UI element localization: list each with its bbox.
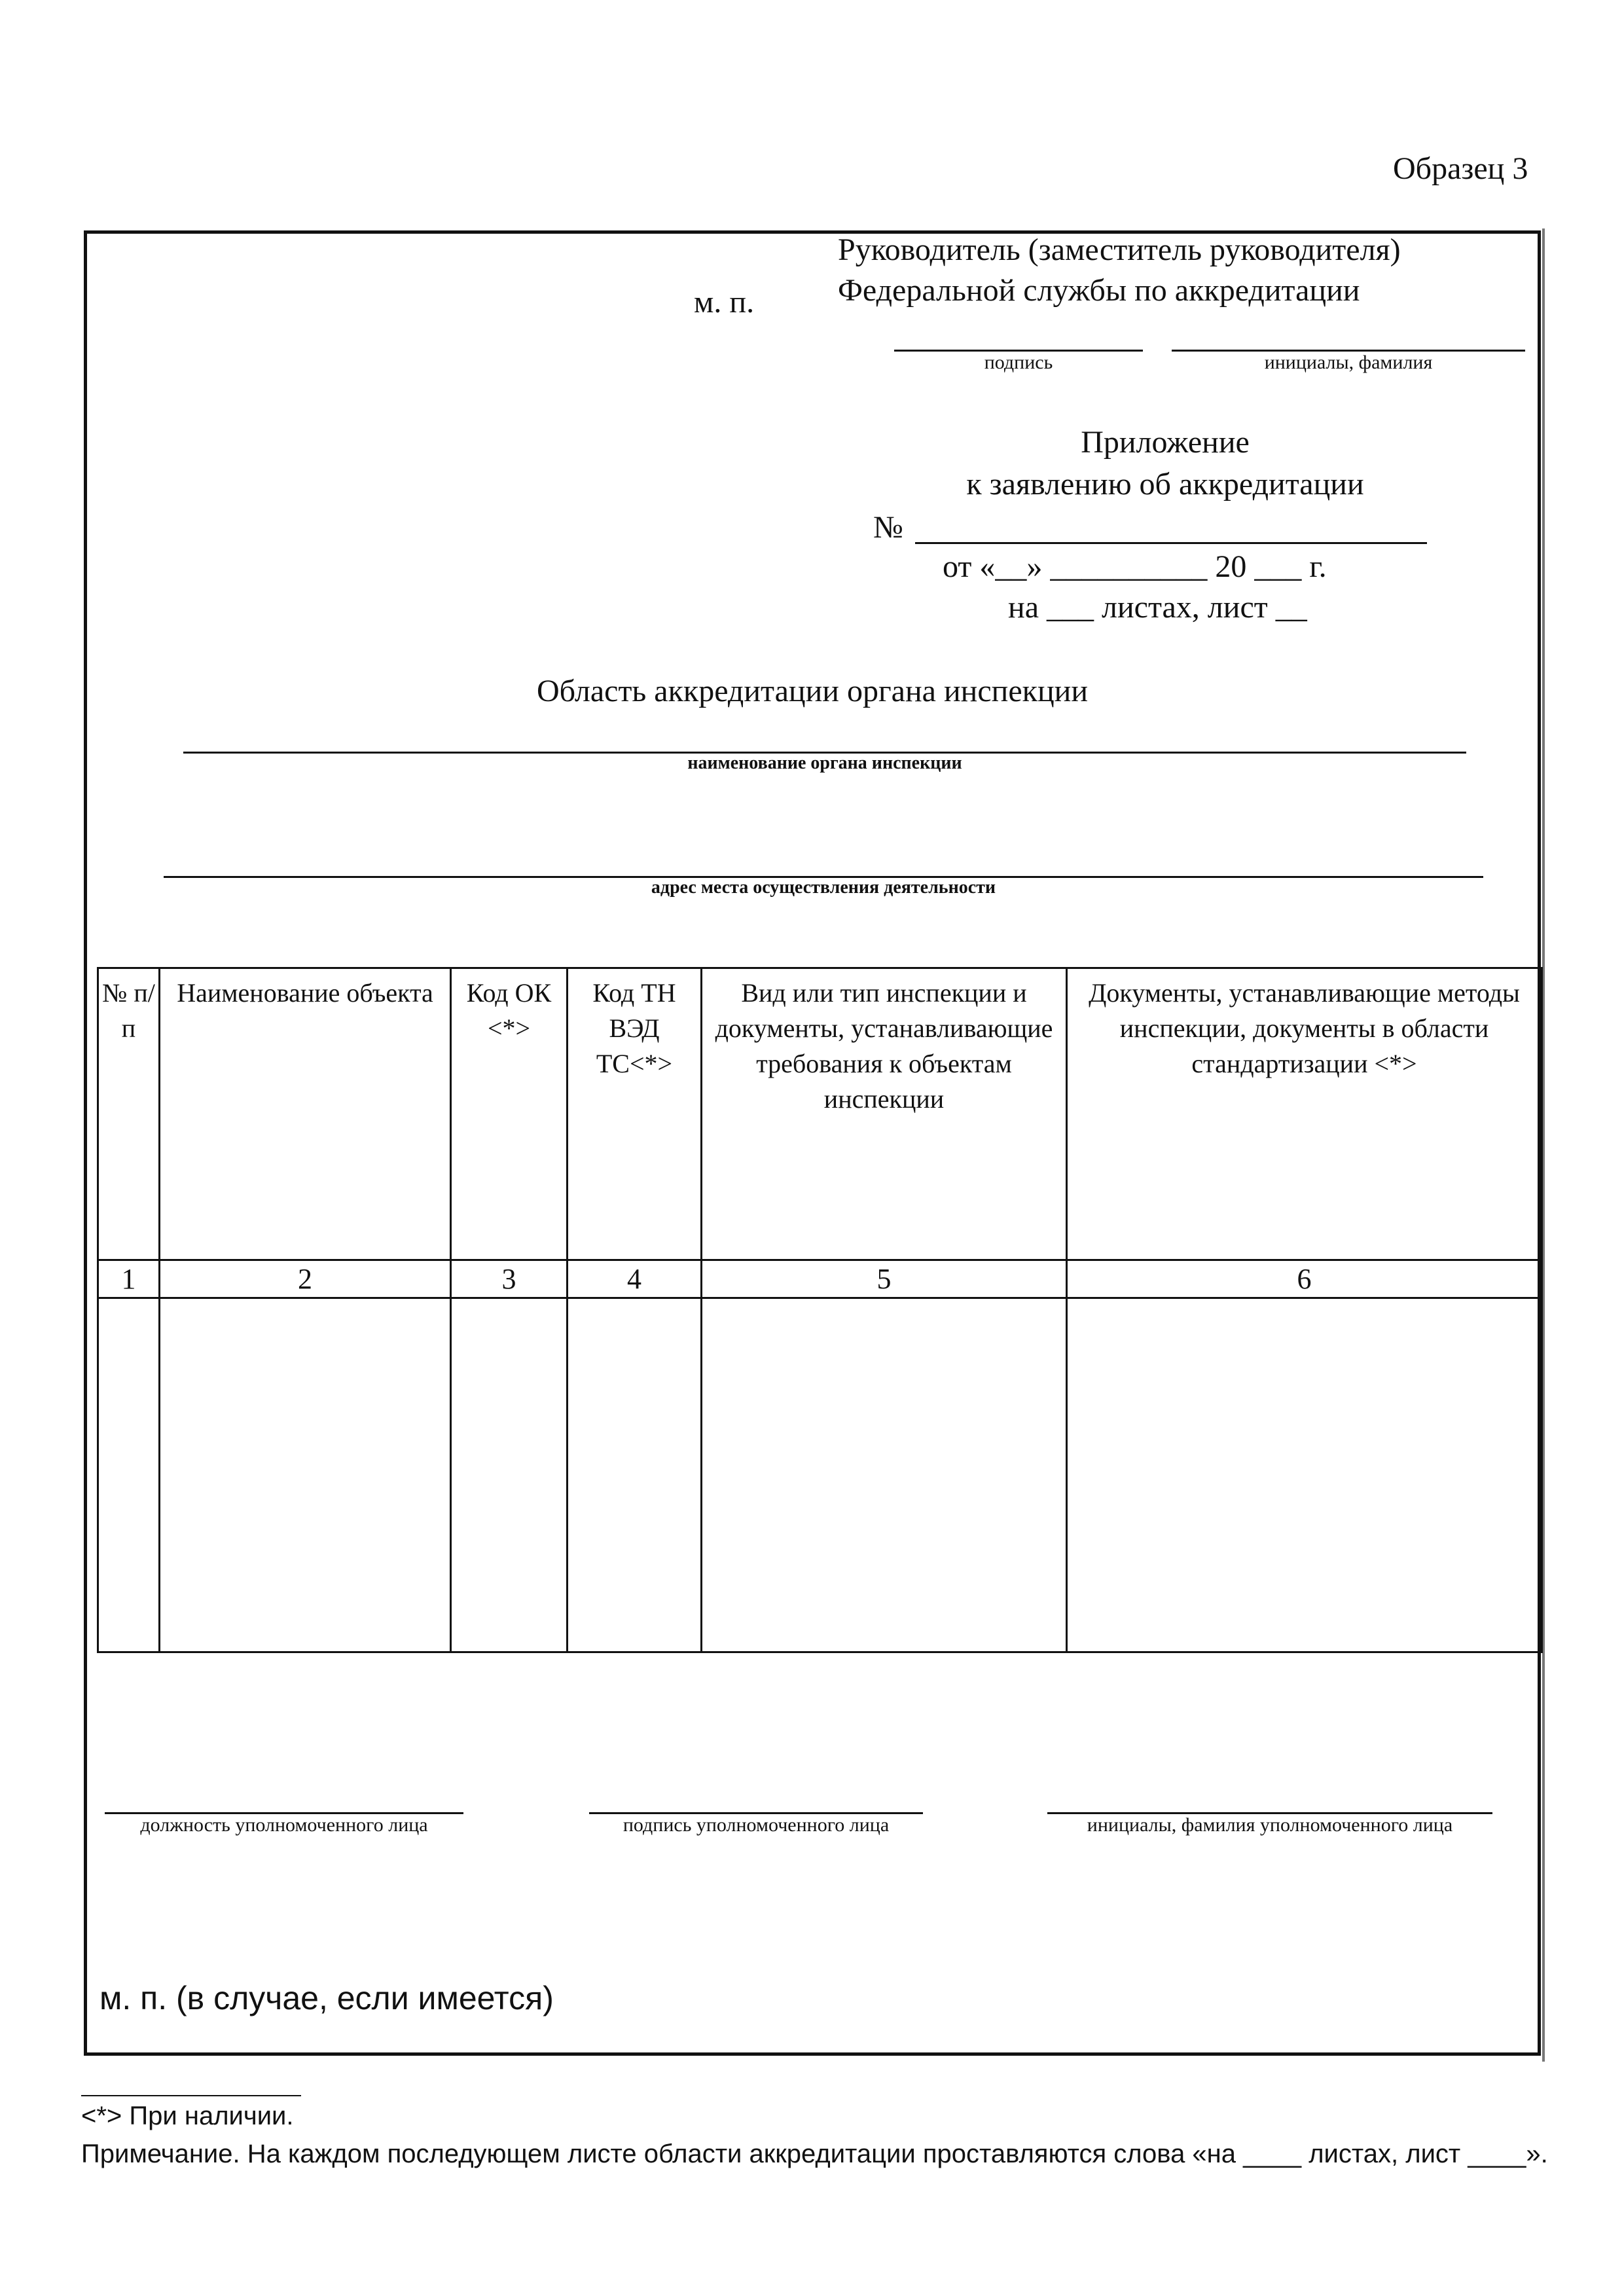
header-cell: Код ТН ВЭД ТС<*>	[568, 968, 702, 1260]
empty-cell[interactable]	[98, 1298, 160, 1652]
header-cell: Документы, устанавливающие методы инспекции, документы в области стандартизации <*>	[1067, 968, 1542, 1260]
column-number: 6	[1067, 1260, 1542, 1298]
column-number-row	[98, 1260, 1542, 1298]
org-name-caption: наименование органа инспекции	[687, 753, 962, 773]
appendix-number-prefix: №	[873, 510, 903, 545]
header-cell: Вид или тип инспекции и документы, устанавливающие требования к объектам инспекции	[702, 968, 1067, 1260]
column-number: 2	[160, 1260, 451, 1298]
column-number: 5	[702, 1260, 1067, 1298]
appendix-date-line: от «__» __________ 20 ___ г.	[943, 549, 1327, 584]
address-caption: адрес места осуществления деятельности	[651, 877, 996, 898]
stamp-note: м. п. (в случае, если имеется)	[99, 1980, 554, 2016]
remark-footnote: Примечание. На каждом последующем листе области аккредитации проставляются слова «на ____ листах, лист ____».	[81, 2140, 1548, 2168]
header-cell: Наименование объекта	[160, 968, 451, 1260]
header-cell: Код ОК <*>	[451, 968, 568, 1260]
stamp-mark-top: м. п.	[694, 285, 755, 319]
appendix-title: Приложение	[1081, 425, 1250, 460]
accreditation-scope-table	[97, 967, 1543, 1653]
appendix-number-line	[915, 542, 1427, 544]
table-row	[98, 1298, 1542, 1652]
column-number: 1	[98, 1260, 160, 1298]
scope-heading: Область аккредитации органа инспекции	[536, 674, 1088, 708]
approver-name-caption: инициалы, фамилия	[1264, 352, 1433, 373]
approver-title-line1: Руководитель (заместитель руководителя)	[838, 232, 1401, 267]
signature-caption: подпись уполномоченного лица	[623, 1814, 890, 1836]
empty-cell[interactable]	[451, 1298, 568, 1652]
position-caption: должность уполномоченного лица	[140, 1814, 428, 1836]
empty-cell[interactable]	[1067, 1298, 1542, 1652]
column-number: 4	[568, 1260, 702, 1298]
table-header-row	[98, 968, 1542, 1260]
appendix-sheets-line: на ___ листах, лист __	[1008, 590, 1307, 625]
empty-cell[interactable]	[568, 1298, 702, 1652]
column-number: 3	[451, 1260, 568, 1298]
header-cell: № п/ п	[98, 968, 160, 1260]
appendix-subtitle: к заявлению об аккредитации	[966, 467, 1364, 501]
name-caption: инициалы, фамилия уполномоченного лица	[1087, 1814, 1453, 1836]
sample-label: Образец 3	[1393, 151, 1528, 186]
empty-cell[interactable]	[702, 1298, 1067, 1652]
footnote-separator	[81, 2095, 301, 2096]
approver-signature-caption: подпись	[984, 352, 1053, 373]
approver-title-line2: Федеральной службы по аккредитации	[838, 273, 1360, 308]
asterisk-footnote: <*> При наличии.	[81, 2102, 294, 2130]
empty-cell[interactable]	[160, 1298, 451, 1652]
